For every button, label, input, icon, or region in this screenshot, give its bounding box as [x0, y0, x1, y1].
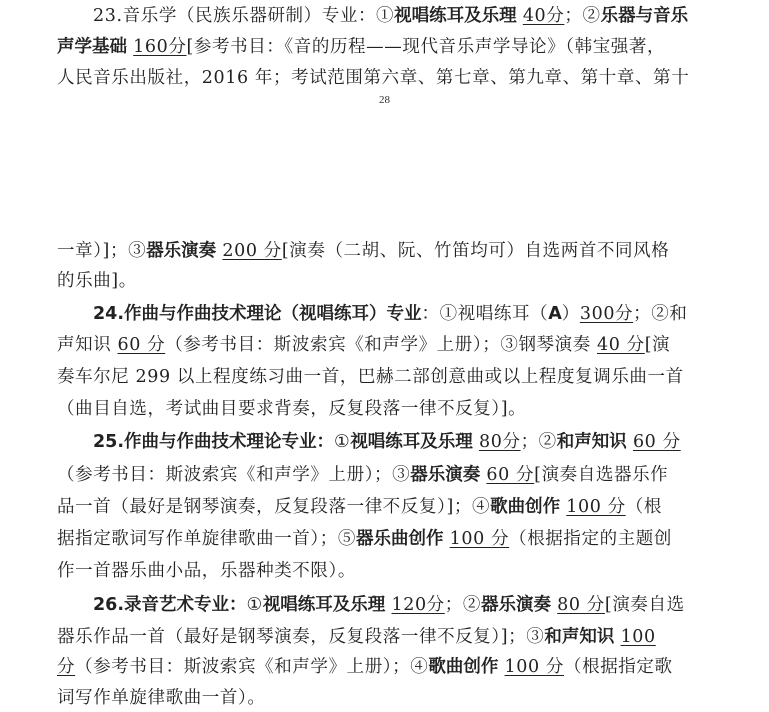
- section-26-line-1: [93, 593, 702, 617]
- score: 160分: [133, 37, 187, 57]
- section-heading: 25.作曲与作曲技术理论专业：: [93, 432, 335, 452]
- text: ；②: [520, 432, 557, 452]
- score: 100 分: [504, 657, 564, 677]
- subject-name: 歌曲创作: [428, 657, 499, 677]
- subject-name: 和声知识: [544, 627, 615, 647]
- score: 60 分: [632, 432, 681, 452]
- score: 300分: [579, 304, 634, 324]
- score: 100: [620, 627, 656, 647]
- level-letter: A: [548, 304, 562, 324]
- section-23-line-5: 的乐曲]。: [57, 271, 137, 291]
- section-23-line-4: [57, 239, 702, 263]
- subject-name: 视唱练耳及乐理: [262, 595, 386, 615]
- section-23-line-3: 人民音乐出版社，2016 年；考试范围第六章、第七章、第九章、第十章、第十: [57, 68, 690, 88]
- score: 分: [57, 657, 76, 677]
- section-26-line-3: [57, 655, 702, 679]
- text: 声知识: [57, 335, 118, 355]
- text: 音乐学（民族乐器研制）专业：①: [122, 6, 395, 26]
- subject-name: 乐器与音乐: [600, 6, 689, 26]
- subject-name: 视唱练耳及乐理: [394, 6, 517, 26]
- text: （根据指定的主题创: [509, 529, 672, 549]
- score: 100 分: [449, 529, 510, 549]
- text: ①: [334, 432, 351, 452]
- text: ）: [561, 304, 580, 324]
- text: 品一首（最好是钢琴演奏，反复段落一律不反复）]；④: [57, 497, 491, 517]
- text: （根据指定歌: [564, 657, 673, 677]
- score: 80 分: [557, 595, 605, 615]
- subject-name: 器乐演奏: [410, 465, 481, 485]
- subject-name: 歌曲创作: [490, 497, 561, 517]
- subject-name: 声学基础: [57, 37, 127, 57]
- text: ；②: [444, 595, 481, 615]
- section-26-line-2: [57, 625, 702, 649]
- text: [演: [644, 335, 671, 355]
- subject-name: 视唱练耳及乐理: [350, 432, 473, 452]
- subject-name: 器乐演奏: [481, 595, 551, 615]
- section-24-line-3: 奏车尔尼 299 以上程度练习曲一首，巴赫二部创意曲或以上程度复调乐曲一首: [57, 367, 684, 387]
- page-number: 28: [379, 94, 390, 106]
- section-25-line-4: [57, 527, 702, 551]
- score: 40 分: [597, 335, 645, 355]
- section-heading: 26.录音艺术专业：: [93, 595, 247, 615]
- text: 器乐作品一首（最好是钢琴演奏，反复段落一律不反复）]；③: [57, 627, 545, 647]
- item-number: 23.: [93, 6, 123, 26]
- section-23-line-2: [57, 35, 702, 59]
- text: [参考书目：《音的历程——现代音乐声学导论》（韩宝强著，: [186, 37, 666, 57]
- text: ：①视唱练耳（: [421, 304, 549, 324]
- text: （参考书目：斯波索宾《和声学》上册）；④: [75, 657, 429, 677]
- section-24-line-1: [93, 302, 702, 326]
- section-24-line-2: [57, 333, 702, 357]
- text: [演奏（二胡、阮、竹笛均可）自选两首不同风格: [281, 241, 670, 261]
- text: ；②和: [633, 304, 688, 324]
- section-23-line-1: [93, 4, 702, 28]
- text: （参考书目：斯波索宾《和声学》上册）；③钢琴演奏: [165, 335, 598, 355]
- section-25-line-5: 作一首器乐曲小品，乐器种类不限）。: [57, 561, 356, 581]
- text: ①: [246, 595, 263, 615]
- section-25-line-3: [57, 495, 702, 519]
- score: 60 分: [117, 335, 166, 355]
- text: （根: [625, 497, 662, 517]
- text: （参考书目：斯波索宾《和声学》上册）；③: [57, 465, 411, 485]
- section-25-line-2: [57, 463, 702, 487]
- score: 120分: [391, 595, 445, 615]
- text: 据指定歌词写作单旋律歌曲一首）；⑤: [57, 529, 356, 549]
- section-24-line-4: （曲目自选，考试曲目要求背奏，反复段落一律不反复）]。: [57, 399, 527, 419]
- score: 200 分: [222, 241, 282, 261]
- text: [演奏自选: [604, 595, 685, 615]
- score: 100 分: [566, 497, 626, 517]
- subject-name: 器乐曲创作: [355, 529, 444, 549]
- section-25-line-1: [93, 430, 702, 454]
- subject-name: 和声知识: [556, 432, 627, 452]
- score: 40分: [522, 6, 565, 26]
- text: [演奏自选器乐作: [534, 465, 669, 485]
- text: 一章）]；③: [57, 241, 147, 261]
- section-heading: 24.作曲与作曲技术理论（视唱练耳）专业: [93, 304, 422, 324]
- score: 80分: [478, 432, 521, 452]
- text: ；②: [564, 6, 601, 26]
- subject-name: 器乐演奏: [146, 241, 217, 261]
- section-26-line-4: 词写作单旋律歌曲一首）。: [57, 688, 266, 708]
- score: 60 分: [486, 465, 535, 485]
